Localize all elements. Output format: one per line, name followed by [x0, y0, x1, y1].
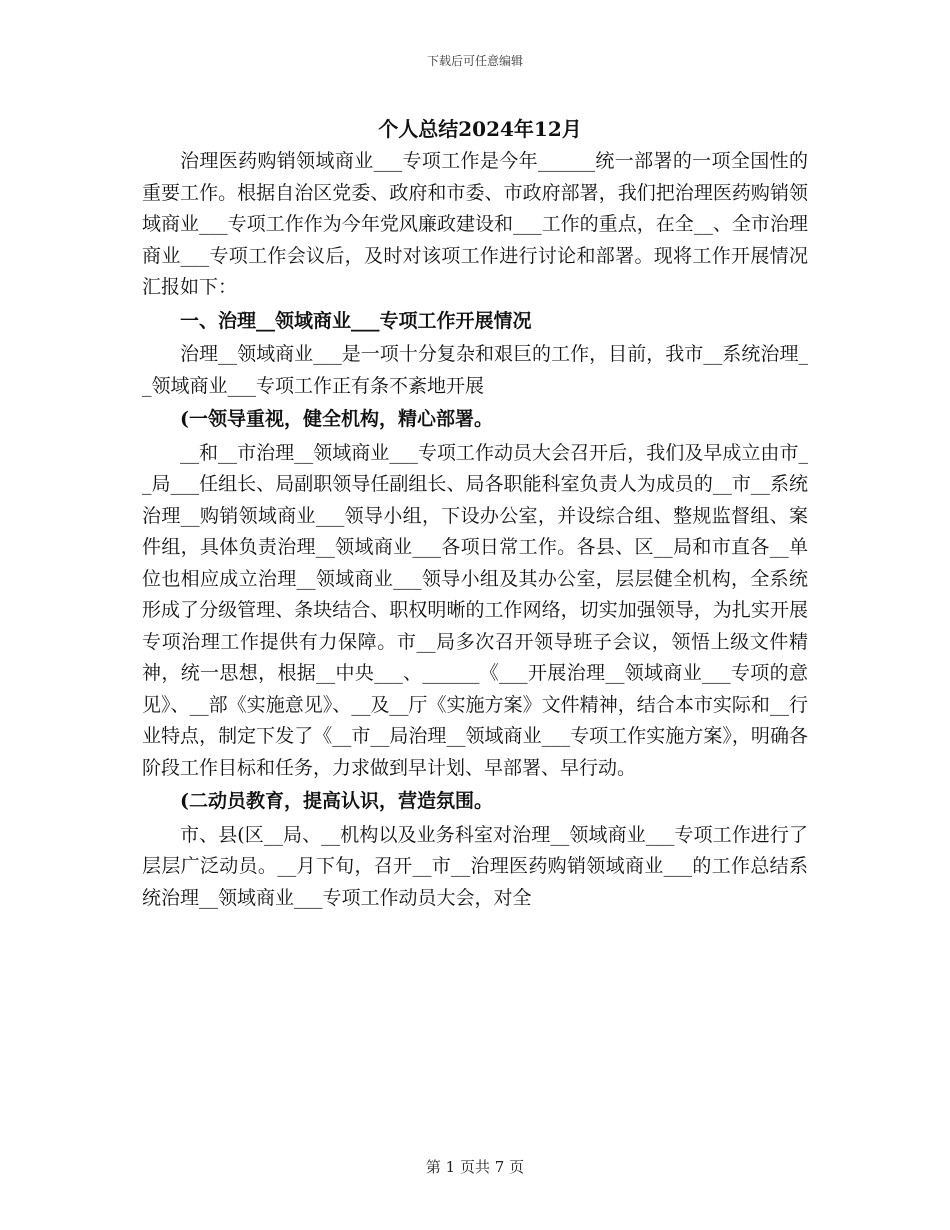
subsection-heading-1: (一领导重视，健全机构，精心部署。 [180, 408, 493, 430]
document-title: 个人总结2024年12月 [378, 117, 582, 141]
section-paragraph-1: 治理__领域商业___是一项十分复杂和艰巨的工作，目前，我市__系统治理__领域商业___专项工作正有条不紊地开展 [142, 343, 808, 397]
intro-paragraph: 治理医药购销领域商业___专项工作是今年______统一部署的一项全国性的重要工作。根据自治区党委、政府和市委、市政府部署，我们把治理医药购销领域商业___专项工作作为今年党风廉政建设和___工作的重点，在全__、全市治理商业___专项工作会议后，及时对该项工作进行讨论和部署。现将工作开展情况汇报如下： [142, 150, 808, 298]
page-footer: 第 1 页共 7 页 [425, 1158, 525, 1176]
section-heading-1: 一、治理__领域商业___专项工作开展情况 [180, 309, 532, 332]
subsection-paragraph-1: __和__市治理__领域商业___专项工作动员大会召开后，我们及早成立由市__局___任组长、局副职领导任副组长、局各职能科室负责人为成员的__市__系统治理__购销领域商业___领导小组，下设办公室，并设综合组、整规监督组、案件组，具体负责治理__领域商业___各项日常工作。各县、区__局和市直各__单位也相应成立治理__领域商业___领导小组及其办公室，层层健全机构，全系统形成了分级管理、条块结合、职权明晰的工作网络，切实加强领导，为扎实开展专项治理工作提供有力保障。市__局多次召开领导班子会议，领悟上级文件精神，统一思想，根据__中央___、______《___开展治理__领域商业___专项的意见》、__部《实施意见》、__及__厅《实施方案》文件精神，结合本市实际和__行业特点，制定下发了《__市__局治理__领域商业___专项工作实施方案》，明确各阶段工作目标和任务，力求做到早计划、早部署、早行动。 [142, 441, 808, 779]
subsection-heading-2: (二动员教育，提高认识，营造氛围。 [180, 790, 493, 812]
page-header: 下载后可任意编辑 [426, 54, 523, 68]
subsection-paragraph-2: 市、县(区__局、__机构以及业务科室对治理__领域商业___专项工作进行了层层广泛动员。__月下旬，召开__市__治理医药购销领域商业___的工作总结系统治理__领域商业___专项工作动员大会，对全 [142, 823, 808, 909]
document-body [142, 112, 808, 914]
